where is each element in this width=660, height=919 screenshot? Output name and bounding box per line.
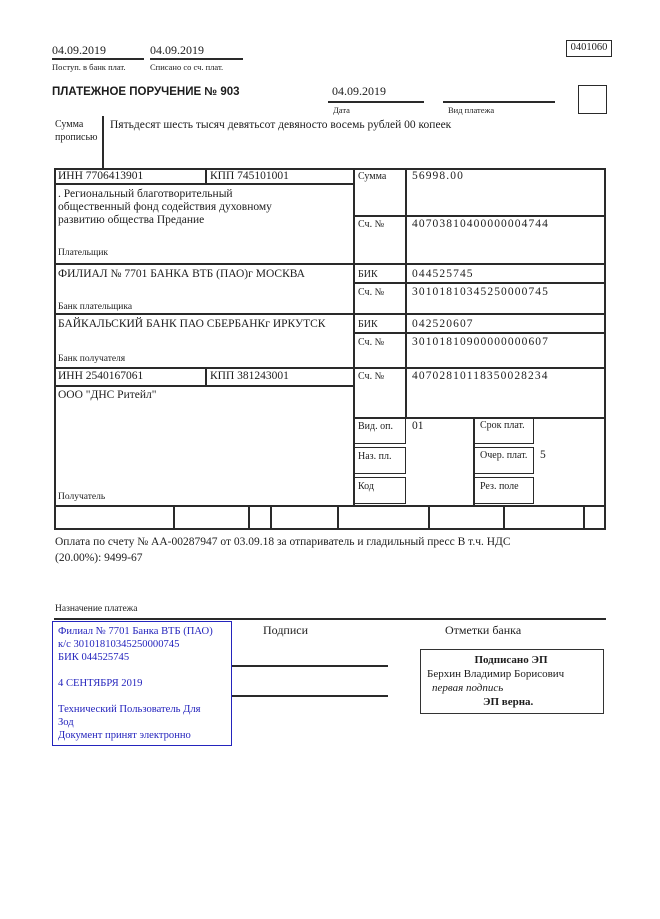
tax-row-divider — [583, 505, 585, 529]
document-date: 04.09.2019 — [332, 84, 386, 98]
table-right-border — [604, 168, 606, 529]
amount-words-divider — [102, 116, 104, 168]
op-kind-label: Вид. оп. — [358, 421, 393, 432]
code-label: Код — [358, 481, 374, 492]
op-kind-box — [353, 417, 406, 444]
esign-verdict: ЭП верна. — [483, 696, 534, 708]
beneficiary-bank-section-label: Банк получателя — [58, 354, 126, 364]
code-box — [353, 477, 406, 504]
priority-box — [474, 447, 534, 474]
footer-top-line — [54, 618, 606, 620]
stamp-line: Филиал № 7701 Банка ВТБ (ПАО) — [58, 626, 213, 637]
payer-name-line: развитию общества Предание — [58, 214, 205, 226]
table-line — [405, 168, 407, 418]
stamp-line: 4 СЕНТЯБРЯ 2019 — [58, 678, 143, 689]
payer-bank-bik: 044525745 — [412, 268, 474, 280]
table-line — [54, 183, 354, 185]
table-line — [54, 385, 354, 387]
beneficiary-bank-name: БАЙКАЛЬСКИЙ БАНК ПАО СБЕРБАНКг ИРКУТСК — [58, 318, 326, 330]
stamp-line: к/с 30101810345250000745 — [58, 639, 180, 650]
payer-bank-bik-label: БИК — [358, 269, 378, 280]
debited-from-account-date: 04.09.2019 — [150, 43, 204, 57]
beneficiary-account: 40702810118350028234 — [412, 370, 549, 382]
signature-line — [232, 695, 388, 697]
beneficiary-bank-bik-label: БИК — [358, 319, 378, 330]
payment-type-label: Вид платежа — [448, 105, 495, 115]
beneficiary-inn: ИНН 2540167061 — [58, 370, 144, 382]
payer-account: 40703810400000004744 — [412, 218, 549, 230]
op-kind-value: 01 — [412, 420, 424, 432]
table-line — [353, 332, 606, 334]
reserve-field-label: Рез. поле — [480, 481, 519, 492]
stamp-line: Технический Пользователь Для — [58, 704, 201, 715]
tax-row-divider — [173, 505, 175, 529]
signatures-label: Подписи — [263, 623, 309, 637]
received-date-underline — [52, 58, 144, 60]
debited-label: Списано со сч. плат. — [150, 62, 224, 72]
form-code: 0401060 — [570, 42, 608, 53]
form-code-box — [566, 40, 612, 57]
beneficiary-section-label: Получатель — [58, 492, 106, 502]
purpose-line: (20.00%): 9499-67 — [55, 552, 143, 564]
tax-row-divider — [270, 505, 272, 529]
purpose-section-label: Назначение платежа — [55, 604, 138, 614]
beneficiary-bank-bik: 042520607 — [412, 318, 474, 330]
payer-account-label: Сч. № — [358, 219, 385, 230]
payment-type-underline — [443, 101, 555, 103]
pay-purpose-label: Наз. пл. — [358, 451, 392, 462]
beneficiary-account-label: Сч. № — [358, 371, 385, 382]
payment-type-box — [578, 85, 607, 114]
received-in-bank-date: 04.09.2019 — [52, 43, 106, 57]
amount-value: 56998.00 — [412, 170, 464, 182]
signature-line — [232, 665, 388, 667]
amount-words-label-2: прописью — [55, 132, 98, 143]
priority-label: Очер. плат. — [480, 450, 528, 461]
beneficiary-name: ООО "ДНС Ритейл" — [58, 389, 157, 401]
esign-box — [420, 649, 604, 714]
beneficiary-bank-account-label: Сч. № — [358, 337, 385, 348]
payer-bank-account-label: Сч. № — [358, 287, 385, 298]
debited-date-underline — [150, 58, 243, 60]
tax-row-divider — [248, 505, 250, 529]
payer-bank-account: 30101810345250000745 — [412, 286, 549, 298]
esign-title: Подписано ЭП — [474, 654, 548, 666]
bank-marks-label: Отметки банка — [445, 623, 522, 637]
reserve-field-box — [474, 477, 534, 504]
bank-stamp-box — [52, 621, 232, 746]
tax-row-divider — [428, 505, 430, 529]
document-title: ПЛАТЕЖНОЕ ПОРУЧЕНИЕ № 903 — [52, 86, 240, 98]
payer-bank-name: ФИЛИАЛ № 7701 БАНКА ВТБ (ПАО)г МОСКВА — [58, 268, 305, 280]
payer-section-label: Плательщик — [58, 248, 109, 258]
payer-name-line: общественный фонд содействия духовному — [58, 201, 272, 213]
beneficiary-bank-account: 30101810900000000607 — [412, 336, 549, 348]
table-line — [54, 505, 606, 507]
amount-label: Сумма — [358, 171, 387, 182]
table-left-border — [54, 168, 56, 529]
payer-kpp: КПП 745101001 — [210, 170, 289, 182]
date-label: Дата — [333, 105, 350, 115]
table-line — [54, 528, 606, 530]
purpose-line: Оплата по счету № АА-00287947 от 03.09.18 за отпариватель и гладильный пресс В т.ч. НДС — [55, 536, 511, 548]
tax-row-divider — [337, 505, 339, 529]
pay-term-label: Срок плат. — [480, 420, 525, 431]
stamp-line: Документ принят электронно — [58, 730, 191, 741]
table-line — [54, 367, 606, 369]
payer-inn: ИНН 7706413901 — [58, 170, 144, 182]
priority-value: 5 — [540, 449, 546, 461]
esign-signer: Берхин Владимир Борисович — [427, 668, 565, 680]
table-line — [205, 168, 207, 184]
pay-term-box — [474, 417, 534, 444]
received-in-bank-label: Поступ. в банк плат. — [52, 62, 126, 72]
amount-words-label-1: Сумма — [55, 119, 84, 130]
stamp-line: Зод — [58, 717, 74, 728]
table-line — [54, 313, 606, 315]
table-line — [205, 367, 207, 386]
table-line — [353, 282, 606, 284]
table-line — [353, 215, 606, 217]
payer-bank-section-label: Банк плательщика — [58, 302, 133, 312]
pay-purpose-box — [353, 447, 406, 474]
esign-note: первая подпись — [432, 682, 504, 694]
table-line — [54, 263, 606, 265]
date-underline — [328, 101, 424, 103]
amount-in-words: Пятьдесят шесть тысяч девятьсот девяносто восемь рублей 00 копеек — [110, 119, 452, 131]
stamp-line: БИК 044525745 — [58, 652, 130, 663]
payer-name-line: . Региональный благотворительный — [58, 188, 233, 200]
tax-row-divider — [503, 505, 505, 529]
beneficiary-kpp: КПП 381243001 — [210, 370, 289, 382]
